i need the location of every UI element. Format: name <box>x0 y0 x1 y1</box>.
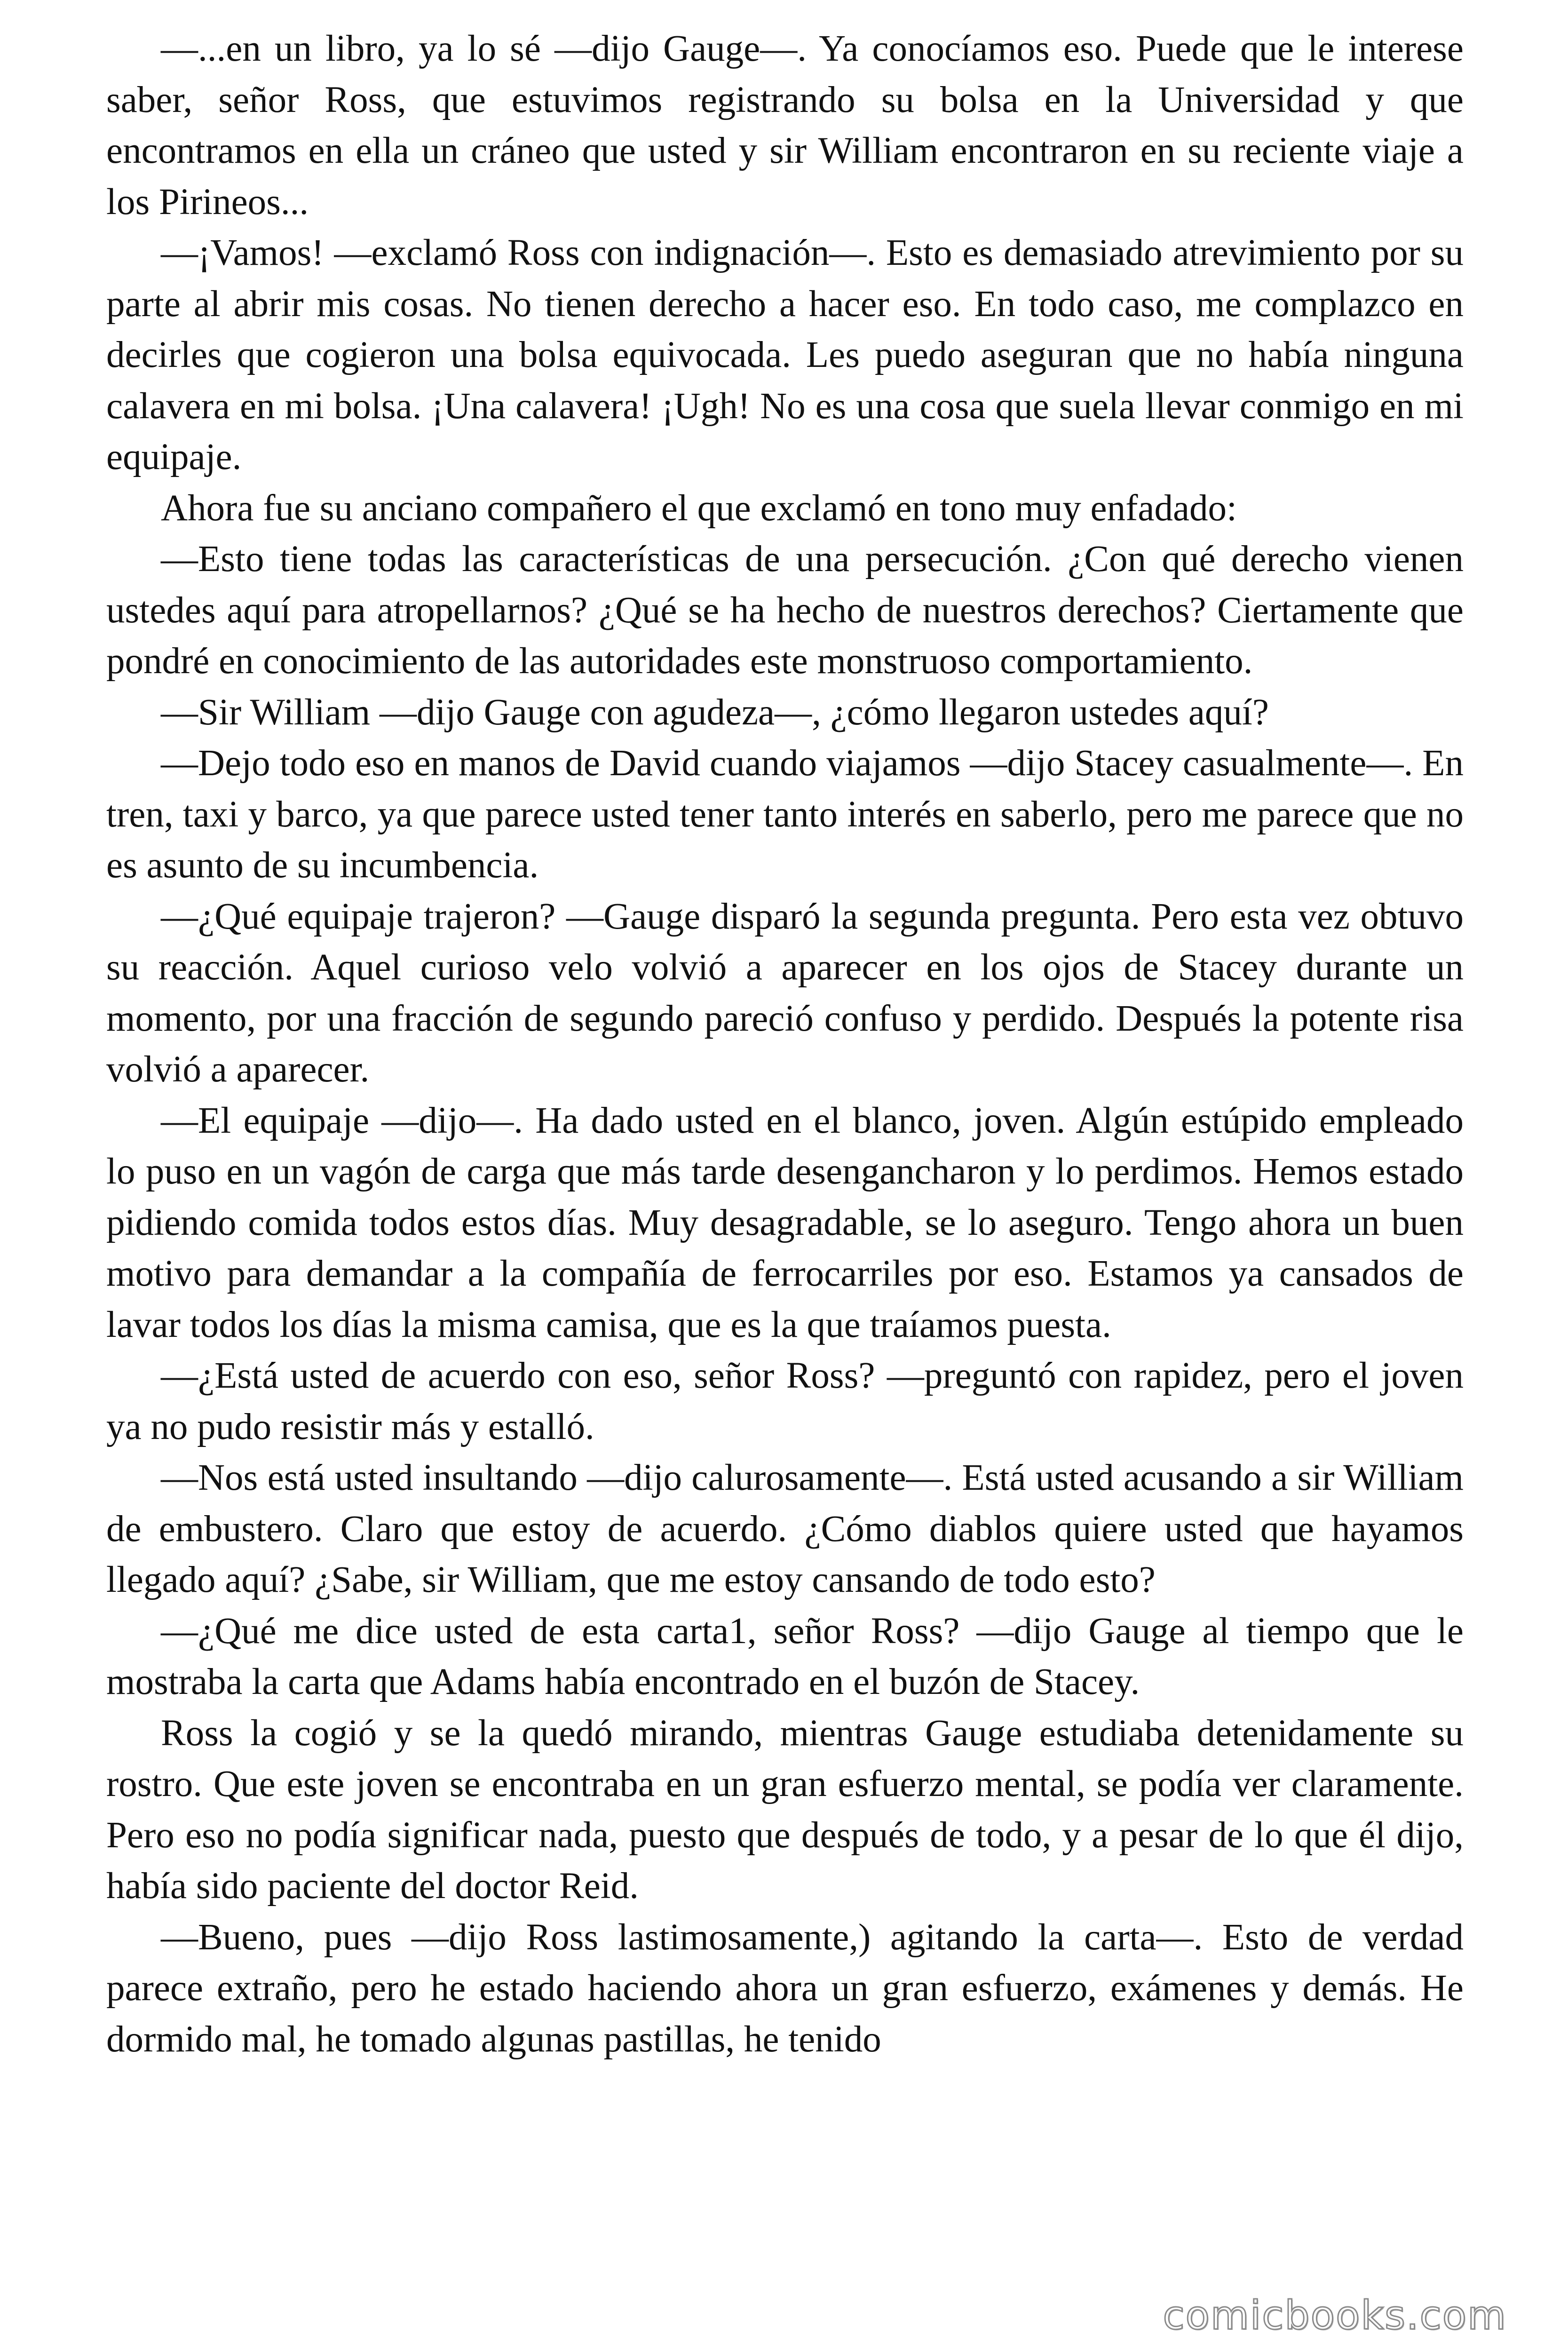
paragraph: —El equipaje —dijo—. Ha dado usted en el blanco, joven. Algún estúpido empleado lo puso en un vagón de carga que más tarde desengancharon y lo perdimos. Hemos estado pidiendo comida todos estos días. Muy desagradable, se lo aseguro. Tengo ahora un buen motivo para demandar a la compañía de ferrocarriles por eso. Estamos ya cansados de lavar todos los días la misma camisa, que es la que traíamos puesta. <box>106 1100 1464 1345</box>
paragraph: —¿Qué equipaje trajeron? —Gauge disparó la segunda pregunta. Pero esta vez obtuvo su reacción. Aquel curioso velo volvió a aparecer en los ojos de Stacey durante un momento, por una fracción de segundo pareció confuso y perdido. Después la potente risa volvió a aparecer. <box>106 896 1464 1090</box>
paragraph: —Nos está usted insultando —dijo calurosamente—. Está usted acusando a sir William de embustero. Claro que estoy de acuerdo. ¿Cómo diablos quiere usted que hayamos llegado aquí? ¿Sabe, sir William, que me estoy cansando de todo esto? <box>106 1457 1464 1600</box>
paragraph: —¡Vamos! —exclamó Ross con indignación—. Esto es demasiado atrevimiento por su parte al abrir mis cosas. No tienen derecho a hacer eso. En todo caso, me complazco en decirles que cogieron una bolsa equivocada. Les puedo aseguran que no había ninguna calavera en mi bolsa. ¡Una calavera! ¡Ugh! No es una cosa que suela llevar conmigo en mi equipaje. <box>106 232 1464 477</box>
paragraph: —Esto tiene todas las características de una persecución. ¿Con qué derecho vienen ustedes aquí para atropellarnos? ¿Qué se ha hecho de nuestros derechos? Ciertamente que pondré en conocimiento de las autoridades este monstruoso comportamiento. <box>106 539 1464 682</box>
paragraph: —Dejo todo eso en manos de David cuando viajamos —dijo Stacey casualmente—. En tren, taxi y barco, ya que parece usted tener tanto interés en saberlo, pero me parece que no es asunto de su incumbencia. <box>106 743 1464 886</box>
watermark: comicbooks.com <box>1163 2292 1507 2338</box>
paragraph-last: —Bueno, pues —dijo Ross lastimosamente,) agitando la carta—. Esto de verdad parece extraño, pero he estado haciendo ahora un gran esfuerzo, exámenes y demás. He dormido mal, he tomado algunas pastillas, he tenido <box>106 1916 1464 2060</box>
paragraph: —Sir William —dijo Gauge con agudeza—, ¿cómo llegaron ustedes aquí? <box>161 691 1269 733</box>
paragraph: Ahora fue su anciano compañero el que exclamó en tono muy enfadado: <box>161 487 1237 529</box>
book-page <box>106 24 1464 2065</box>
paragraph: —...en un libro, ya lo sé —dijo Gauge—. Ya conocíamos eso. Puede que le interese saber, señor Ross, que estuvimos registrando su bolsa en la Universidad y que encontramos en ella un cráneo que usted y sir William encontraron en su reciente viaje a los Pirineos... <box>106 28 1464 222</box>
paragraph: Ross la cogió y se la quedó mirando, mientras Gauge estudiaba detenidamente su rostro. Que este joven se encontraba en un gran esfuerzo mental, se podía ver claramente. Pero eso no podía significar nada, puesto que después de todo, y a pesar de lo que él dijo, había sido paciente del doctor Reid. <box>106 1712 1464 1907</box>
paragraph: —¿Está usted de acuerdo con eso, señor Ross? —preguntó con rapidez, pero el joven ya no pudo resistir más y estalló. <box>106 1355 1464 1447</box>
paragraph: —¿Qué me dice usted de esta carta1, señor Ross? —dijo Gauge al tiempo que le mostraba la carta que Adams había encontrado en el buzón de Stacey. <box>106 1610 1464 1702</box>
